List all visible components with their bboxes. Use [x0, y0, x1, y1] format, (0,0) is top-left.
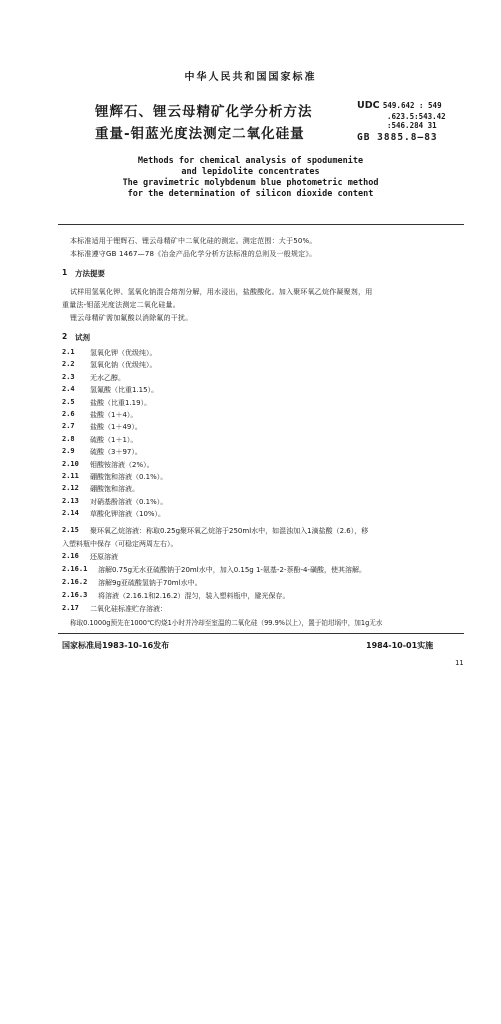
page-number: 11 — [455, 659, 464, 667]
reagent-2-17-continuation: 称取0.1000g预先在1000℃灼烧1小时并冷却至室温的二氧化硅（99.9%以上），置于铂坩埚中，加1g无水 — [70, 619, 383, 627]
reagent-number: 2.10 — [62, 459, 79, 468]
reagent-text: 硼酸饱和溶液。 — [90, 485, 139, 494]
sub-item-text: 溶解0.75g无水亚硫酸钠于20ml水中，加入0.15g 1-氨基-2-萘酚-4-磺酸，使其溶解。 — [98, 566, 366, 574]
reagent-text: 氢氧化钠（优级纯）。 — [90, 361, 157, 370]
reagent-2-17-text: 二氧化硅标准贮存溶液： — [90, 605, 167, 613]
national-standard-heading: 中华人民共和国国家标准 — [184, 72, 317, 83]
section1-para2: 锂云母精矿需加氟酸以消除氟的干扰。 — [70, 314, 193, 322]
scope-paragraph: 本标准适用于锂辉石、锂云母精矿中二氧化硅的测定。测定范围：大于50%。 — [70, 237, 317, 245]
implemented-date: 1984-10-01实施 — [366, 641, 434, 650]
section1-para1-line1: 试样用氢氧化钾、氢氧化钠混合熔剂分解，用水浸出，盐酸酸化。加入聚环氧乙烷作凝聚剂，用 — [70, 288, 373, 296]
reagent-text: 盐酸（1＋49）。 — [90, 423, 142, 432]
reagent-2-15-number: 2.15 — [62, 526, 79, 534]
header-divider — [58, 224, 464, 225]
english-title-line2: and lepidolite concentrates — [181, 167, 320, 177]
reagent-number: 2.14 — [62, 509, 79, 518]
udc-block — [357, 100, 442, 111]
reagent-2-16-number: 2.16 — [62, 552, 79, 560]
reagent-text: 对硝基酚溶液（0.1%）。 — [90, 497, 168, 506]
reagent-number: 2.1 — [62, 348, 75, 356]
sub-item-number: 2.16.2 — [62, 578, 88, 586]
reagent-number: 2.13 — [62, 496, 79, 505]
reagent-text: 钼酸铵溶液（2%）。 — [90, 460, 154, 469]
reagent-number: 2.11 — [62, 472, 79, 480]
reagent-text: 硫酸（1＋1）。 — [90, 435, 138, 444]
footer-divider — [58, 633, 464, 634]
reagent-text: 硫酸（3＋97）。 — [90, 448, 142, 457]
reagent-text: 盐酸（1＋4）。 — [90, 411, 138, 419]
section1-para1-line2: 重量法-钼蓝光度法测定二氧化硅量。 — [62, 301, 180, 309]
udc-code-line2: .623.5:543.42 — [387, 112, 446, 121]
sub-item-text: 将溶液（2.16.1和2.16.2）混匀，装入塑料瓶中，避光保存。 — [98, 592, 290, 600]
document-title-line2: 重量-钼蓝光度法测定二氧化硅量 — [95, 126, 305, 142]
reagent-number: 2.12 — [62, 484, 79, 493]
english-title-line3: The gravimetric molybdenum blue photometric method — [122, 178, 379, 188]
english-title-line1: Methods for chemical analysis of spodumenite — [137, 156, 364, 166]
reagent-text: 无水乙醇。 — [90, 373, 125, 382]
reagent-number: 2.6 — [62, 410, 75, 418]
reagent-text: 盐酸（比重1.19）。 — [90, 398, 152, 407]
reagent-number: 2.7 — [62, 422, 75, 431]
udc-prefix: UDC — [357, 100, 380, 111]
reagent-text: 硼酸饱和溶液（0.1%）。 — [90, 473, 168, 481]
reagent-2-16-text: 还原溶液 — [90, 553, 118, 561]
reagent-2-17-number: 2.17 — [62, 604, 79, 612]
compliance-paragraph: 本标准遵守GB 1467—78《冶金产品化学分析方法标准的总则及一般规定》。 — [70, 250, 317, 258]
sub-item-text: 溶解9g亚硫酸氢钠于70ml水中。 — [98, 579, 202, 587]
reagent-text: 氢氧化钾（优级纯）。 — [90, 349, 157, 357]
reagent-text: 草酸化钾溶液（10%）。 — [90, 510, 166, 519]
reagent-2-15-line1: 聚环氧乙烷溶液：称取0.25g聚环氧乙烷溶于250ml水中，如混浊加入1滴盐酸（2.6），移 — [90, 527, 369, 535]
english-title-line4: for the determination of silicon dioxide content — [127, 189, 374, 199]
section2-number: 2 — [62, 332, 68, 341]
reagent-number: 2.8 — [62, 434, 75, 443]
section1-number: 1 — [62, 268, 68, 277]
sub-item-number: 2.16.3 — [62, 591, 88, 599]
reagent-number: 2.3 — [62, 372, 75, 381]
document-title-line1: 锂辉石、锂云母精矿化学分析方法 — [95, 104, 313, 120]
section1-heading: 方法提要 — [75, 269, 105, 278]
reagent-number: 2.2 — [62, 360, 75, 369]
approved-date: 国家标准局1983-10-16发布 — [62, 641, 170, 650]
sub-item-number: 2.16.1 — [62, 565, 88, 573]
udc-code-line1: 549.642 : 549 — [382, 101, 442, 110]
section2-heading: 试剂 — [75, 333, 90, 342]
reagent-number: 2.9 — [62, 447, 75, 456]
reagent-number: 2.4 — [62, 385, 75, 394]
udc-code-line3: :546.284 31 — [387, 121, 437, 130]
reagent-number: 2.5 — [62, 397, 75, 406]
gb-number: GB 3885.8—83 — [357, 132, 438, 143]
reagent-text: 氢氟酸（比重1.15）。 — [90, 386, 159, 395]
reagent-2-15-line2: 入塑料瓶中保存（可稳定两周左右）。 — [62, 540, 178, 548]
